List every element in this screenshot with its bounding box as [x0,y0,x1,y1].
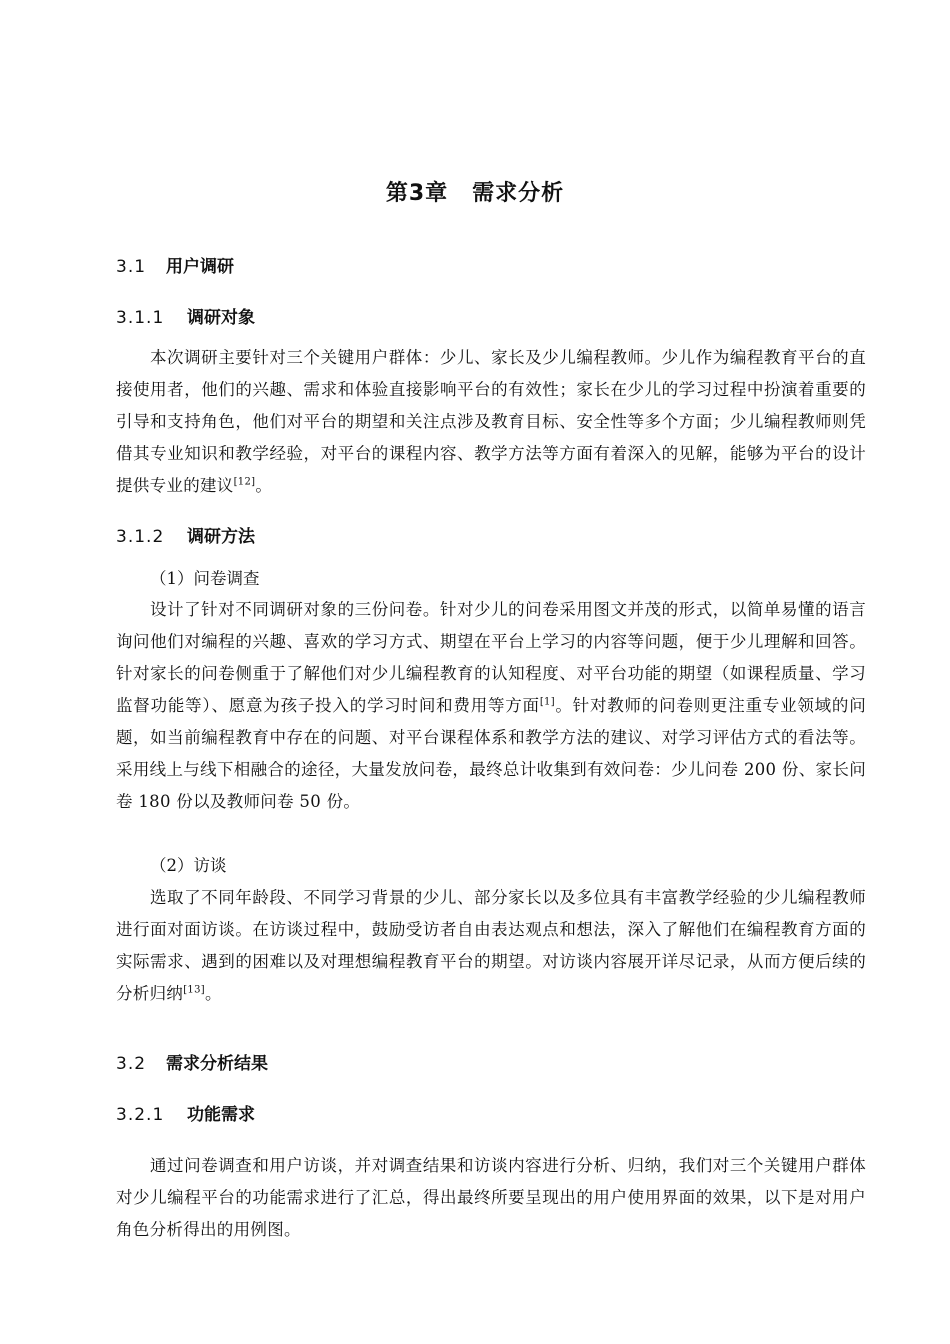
paragraph-interview [116,882,866,1010]
section-number: 3.2 [116,1054,147,1074]
section-title: 需求分析结果 [166,1054,268,1074]
subsection-heading-3-1-1 [116,305,255,331]
paragraph-text: 本次调研主要针对三个关键用户群体：少儿、家长及少儿编程教师。少儿作为编程教育平台的直接使用者，他们的兴趣、需求和体验直接影响平台的有效性；家长在少儿的学习过程中扮演着重要的引导和支持角色，他们对平台的期望和关注点涉及教育目标、安全性等多个方面；少儿编程教师则凭借其专业知识和教学经验，对平台的课程内容、教学方法等方面有着深入的见解，能够为平台的设计提供专业的建议 [116,348,866,495]
subsection-number: 3.2.1 [116,1105,165,1125]
paragraph-text: 设计了针对不同调研对象的三份问卷。针对少儿的问卷采用图文并茂的形式，以简单易懂的语言询问他们对编程的兴趣、喜欢的学习方式、期望在平台上学习的内容等问题，便于少儿理解和回答。针对家长的问卷侧重于了解他们对少儿编程教育的认知程度、对平台功能的期望（如课程质量、学习监督功能等）、愿意为孩子投入的学习时间和费用等方面 [116,600,866,715]
paragraph-end: 。 [204,984,222,1003]
paragraph-end: 。 [255,476,273,495]
section-heading-3-1 [116,254,234,280]
list-item-interview: （2）访谈 [150,856,227,875]
section-heading-3-2 [116,1051,268,1077]
chapter-title [0,176,950,212]
paragraph-research-subjects [116,342,866,502]
citation: [1] [539,696,555,708]
citation: [13] [183,984,205,996]
citation: [12] [233,476,256,488]
paragraph-questionnaire [116,594,866,818]
paragraph-functional-requirements: 通过问卷调查和用户访谈，并对调查结果和访谈内容进行分析、归纳，我们对三个关键用户群体对少儿编程平台的功能需求进行了汇总，得出最终所要呈现出的用户使用界面的效果，以下是对用户角色分析得出的用例图。 [116,1156,866,1239]
subsection-title: 调研方法 [187,527,255,547]
subsection-number: 3.1.2 [116,527,165,547]
section-number: 3.1 [116,257,147,277]
paragraph-text-continued: 。针对教师的问卷则更注重专业领域的问题，如当前编程教育中存在的问题、对平台课程体系和教学方法的建议、对学习评估方式的看法等。采用线上与线下相融合的途径，大量发放问卷，最终总计收集到有效问卷：少儿问卷 200 份、家长问卷 180 份以及教师问卷 50 份。 [116,696,866,811]
subsection-number: 3.1.1 [116,308,165,328]
subsection-title: 调研对象 [187,308,255,328]
subsection-heading-3-2-1 [116,1102,255,1128]
chapter-title-text: 需求分析 [472,181,565,206]
section-title: 用户调研 [166,257,234,277]
subsection-title: 功能需求 [187,1105,255,1125]
subsection-heading-3-1-2 [116,524,255,550]
paragraph-text: 选取了不同年龄段、不同学习背景的少儿、部分家长以及多位具有丰富教学经验的少儿编程教师进行面对面访谈。在访谈过程中，鼓励受访者自由表达观点和想法，深入了解他们在编程教育方面的实际需求、遇到的困难以及对理想编程教育平台的期望。对访谈内容展开详尽记录，从而方便后续的分析归纳 [116,888,866,1003]
chapter-number: 第3章 [385,181,449,206]
list-item-questionnaire: （1）问卷调查 [150,569,260,588]
